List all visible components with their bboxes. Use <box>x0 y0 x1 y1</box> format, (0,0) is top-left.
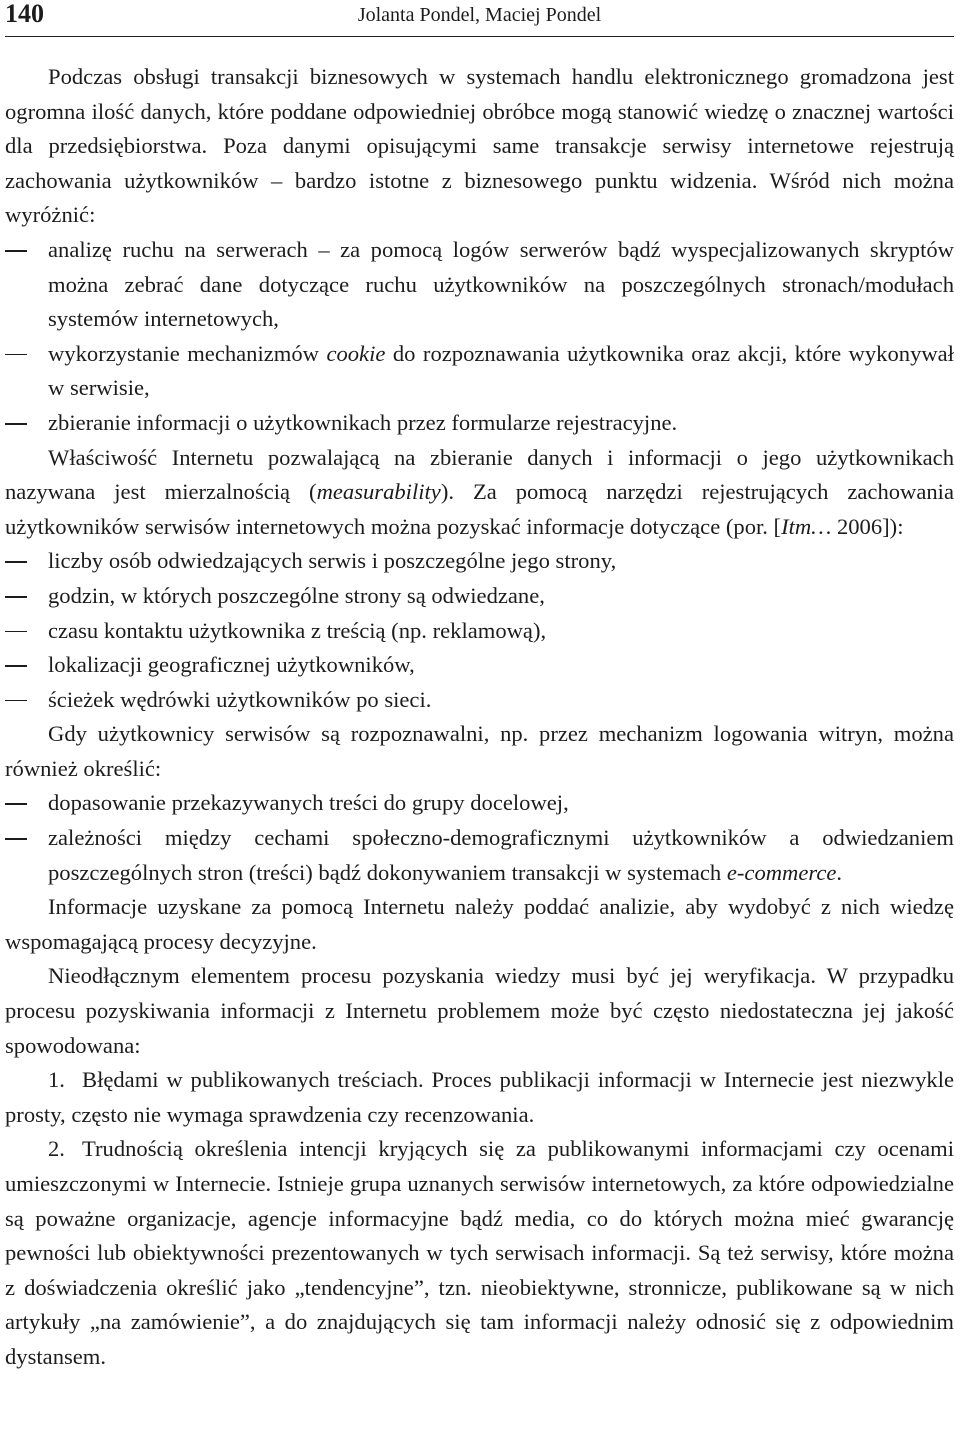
list-item <box>5 614 954 649</box>
list-item-text: do rozpoznawania użytkownika oraz akcji, które wykonywał w serwisie, <box>48 340 954 401</box>
list-item-text: liczby osób odwiedzających serwis i poszczególne jego strony, <box>48 548 617 574</box>
numbered-item-text: Trudnością określenia intencji kryjących się za publikowanymi informacjami czy ocenami umieszczonymi w Internecie. Istnieje grupa uznanych serwisów internetowych, za które odpowiedzialne są poważne organizacje, agencje informacyjne bądź media, co do których można mieć gwarancję pewności lub obiektywności prezentowanych w tych serwisach informacji. Są też serwisy, które można z doświadczenia określić jako „tendencyjne”, tzn. nieobiektywne, stronnicze, publikowane są w nich artykuły „na zamówienie”, a do znajdujących się tam informacji należy odnosić się z odpowiednim dystansem. <box>5 1136 954 1369</box>
list-item <box>5 648 954 683</box>
dash-bullet <box>5 700 27 702</box>
dash-bullet <box>5 561 27 563</box>
italic-citation: Itm… <box>781 513 832 539</box>
dash-list-user-behaviour <box>5 233 954 441</box>
paragraph-text: 2006]): <box>831 513 904 539</box>
list-item-text: . <box>836 859 843 885</box>
italic-term-measurability: measurability <box>316 479 441 505</box>
paragraph-text: ). Za pomocą narzędzi rejestrujących zachowania użytkowników serwisów internetowych można pozyskać informacje dotyczące (por. [ <box>5 479 954 539</box>
list-item <box>5 544 954 579</box>
list-item <box>5 233 954 337</box>
dash-bullet <box>5 250 27 252</box>
numbered-item-label: 2. <box>48 1136 65 1162</box>
italic-term-cookie: cookie <box>326 340 386 366</box>
paragraph-analysis: Informacje uzyskane za pomocą Internetu należy poddać analizie, aby wydobyć z nich wiedzę wspomagającą procesy decyzyjne. <box>5 894 954 954</box>
paragraph-verification: Nieodłącznym elementem procesu pozyskania wiedzy musi być jej weryfikacja. W przypadku procesu pozyskiwania informacji z Internetu problemem może być często niedostateczna jej jakość spowodowana: <box>5 963 954 1058</box>
dash-bullet <box>5 838 27 840</box>
list-item-text: godzin, w których poszczególne strony są odwiedzane, <box>48 582 545 608</box>
italic-term-ecommerce: e-commerce <box>726 859 837 885</box>
dash-bullet <box>5 354 27 356</box>
running-head-authors: Jolanta Pondel, Maciej Pondel <box>357 4 602 26</box>
dash-list-determinable <box>5 786 954 890</box>
dash-bullet <box>5 423 27 425</box>
list-item-text: zależności między cechami społeczno-demograficznymi użytkowników a odwiedzaniem poszczególnych stron (treści) bądź dokonywaniem transakcji w systemach <box>48 825 954 885</box>
list-item-text: lokalizacji geograficznej użytkowników, <box>48 652 415 678</box>
page-number: 140 <box>5 0 44 28</box>
body-text <box>5 60 954 1375</box>
list-item-text: dopasowanie przekazywanych treści do grupy docelowej, <box>48 790 569 816</box>
page-header <box>5 0 954 37</box>
paragraph-recognizable-users: Gdy użytkownicy serwisów są rozpoznawalni, np. przez mechanizm logowania witryn, można również określić: <box>5 721 954 781</box>
dash-bullet <box>5 596 27 598</box>
numbered-item <box>5 1063 954 1132</box>
paragraph-measurability <box>5 441 954 545</box>
list-item <box>5 683 954 718</box>
list-item <box>5 579 954 614</box>
list-item-text: analizę ruchu na serwerach – za pomocą logów serwerów bądź wyspecjalizowanych skryptów można zebrać dane dotyczące ruchu użytkowników na poszczególnych stronach/modułach systemów internetowych, <box>48 236 954 332</box>
dash-bullet <box>5 665 27 667</box>
list-item <box>5 337 954 406</box>
dash-bullet <box>5 631 27 633</box>
list-item-text: czasu kontaktu użytkownika z treścią (np. reklamową), <box>48 617 547 643</box>
numbered-item <box>5 1132 954 1374</box>
list-item <box>5 406 954 441</box>
paragraph-text: Właściwość Internetu pozwalającą na zbieranie danych i informacji o jego użytkownikach nazywana jest mierzalnością ( <box>5 444 954 505</box>
list-item <box>5 786 954 821</box>
dash-bullet <box>5 803 27 805</box>
list-item-text: ścieżek wędrówki użytkowników po sieci. <box>48 686 432 712</box>
list-item-text: zbieranie informacji o użytkownikach przez formularze rejestracyjne. <box>48 409 678 435</box>
numbered-item-label: 1. <box>48 1067 65 1093</box>
list-item <box>5 821 954 890</box>
paragraph-intro: Podczas obsługi transakcji biznesowych w systemach handlu elektronicznego gromadzona jest ogromna ilość danych, które poddane odpowiedniej obróbce mogą stanowić wiedzę o znacznej wartości dla przedsiębiorstwa. Poza danymi opisującymi same transakcje serwisy internetowe rejestrują zachowania użytkowników – bardzo istotne z biznesowego punktu widzenia. Wśród nich można wyróżnić: <box>5 64 954 228</box>
dash-list-metrics <box>5 544 954 717</box>
list-item-text: wykorzystanie mechanizmów <box>48 340 327 366</box>
numbered-item-text: Błędami w publikowanych treściach. Proces publikacji informacji w Internecie jest niezwykle prosty, często nie wymaga sprawdzenia czy recenzowania. <box>5 1067 954 1127</box>
